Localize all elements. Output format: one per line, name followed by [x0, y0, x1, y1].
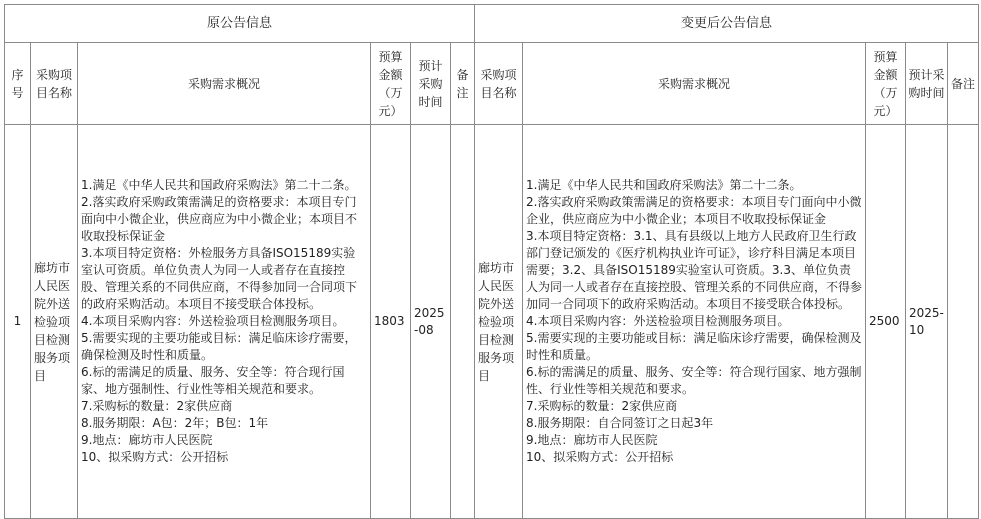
- changed-budget: 2500: [866, 125, 906, 519]
- changed-project-name: 廊坊市人民医院外送检验项目检测服务项目: [475, 125, 523, 519]
- procurement-notice-table: [4, 4, 979, 519]
- original-req-line: 3.本项目特定资格：外检服务方具备ISO15189实验室认可资质。单位负责人为同一人或者存在直接控股、管理关系的不同供应商，不得参加同一合同项下的政府采购活动。本项目不接受联合体投标。: [81, 246, 358, 311]
- changed-req-line: 3.本项目特定资格：3.1、具有县级以上地方人民政府卫生行政部门登记颁发的《医疗机构执业许可证》，诊疗科目满足本项目需要；3.2、具备ISO15189实验室认可资质。3.3、单位负责人为同一人或者存在直接控股、管理关系的不同供应商，不得参加同一合同项下的政府采购活动。本项目不接受联合体投标。: [526, 229, 863, 311]
- col-budget-header-changed: 预算金额（万元）: [866, 43, 906, 125]
- original-req-line: 2.落实政府采购政策需满足的资格要求：本项目专门面向中小微企业，供应商应为中小微企业；本项目不收取投标保证金: [81, 195, 358, 243]
- original-budget: 1803: [371, 125, 411, 519]
- col-seq-header: 序号: [5, 43, 31, 125]
- col-est-time-header: 预计采购时间: [411, 43, 451, 125]
- original-requirements: [78, 125, 371, 519]
- changed-req-line: 4.本项目采购内容：外送检验项目检测服务项目。: [526, 314, 790, 328]
- original-est-time: 2025-08: [411, 125, 451, 519]
- col-requirements-header: 采购需求概况: [78, 43, 371, 125]
- col-name-header-changed: 采购项目名称: [475, 43, 523, 125]
- changed-req-line: 8.服务期限：自合同签订之日起3年: [526, 416, 714, 430]
- changed-requirements: [523, 125, 866, 519]
- col-remark-header: 备注: [451, 43, 475, 125]
- changed-notice-header: 变更后公告信息: [475, 5, 979, 43]
- col-name-header: 采购项目名称: [31, 43, 78, 125]
- changed-req-line: 1.满足《中华人民共和国政府采购法》第二十二条。: [526, 178, 802, 192]
- col-budget-header: 预算金额（万元）: [371, 43, 411, 125]
- changed-req-line: 9.地点：廊坊市人民医院: [526, 433, 658, 447]
- original-req-line: 5.需要实现的主要功能或目标：满足临床诊疗需要，确保检测及时性和质量。: [81, 331, 357, 362]
- original-req-line: 1.满足《中华人民共和国政府采购法》第二十二条。: [81, 178, 357, 192]
- changed-req-line: 2.落实政府采购政策需满足的资格要求：本项目专门面向中小微企业，供应商应为中小微企业；本项目不收取投标保证金: [526, 195, 862, 226]
- col-est-time-header-changed: 预计采购时间: [906, 43, 948, 125]
- original-project-name: 廊坊市人民医院外送检验项目检测服务项目: [31, 125, 78, 519]
- changed-remark: [948, 125, 979, 519]
- original-notice-header: 原公告信息: [5, 5, 475, 43]
- original-remark: [451, 125, 475, 519]
- original-req-line: 10、拟采购方式：公开招标: [81, 450, 229, 464]
- original-req-line: 4.本项目采购内容：外送检验项目检测服务项目。: [81, 314, 345, 328]
- changed-req-line: 6.标的需满足的质量、服务、安全等：符合现行国家、地方强制性、行业性等相关规范和要求。: [526, 365, 862, 396]
- col-remark-header-changed: 备注: [948, 43, 979, 125]
- col-requirements-header-changed: 采购需求概况: [523, 43, 866, 125]
- changed-req-line: 7.采购标的数量：2家供应商: [526, 399, 678, 413]
- table-row: [5, 125, 979, 519]
- original-req-line: 6.标的需满足的质量、服务、安全等：符合现行国家、地方强制性、行业性等相关规范和要求。: [81, 365, 345, 396]
- row-seq: 1: [5, 125, 31, 519]
- changed-req-line: 5.需要实现的主要功能或目标：满足临床诊疗需要，确保检测及时性和质量。: [526, 331, 862, 362]
- changed-est-time: 2025-10: [906, 125, 948, 519]
- original-req-line: 9.地点：廊坊市人民医院: [81, 433, 213, 447]
- original-req-line: 7.采购标的数量：2家供应商: [81, 399, 233, 413]
- original-req-line: 8.服务期限：A包：2年；B包：1年: [81, 416, 269, 430]
- changed-req-line: 10、拟采购方式：公开招标: [526, 450, 674, 464]
